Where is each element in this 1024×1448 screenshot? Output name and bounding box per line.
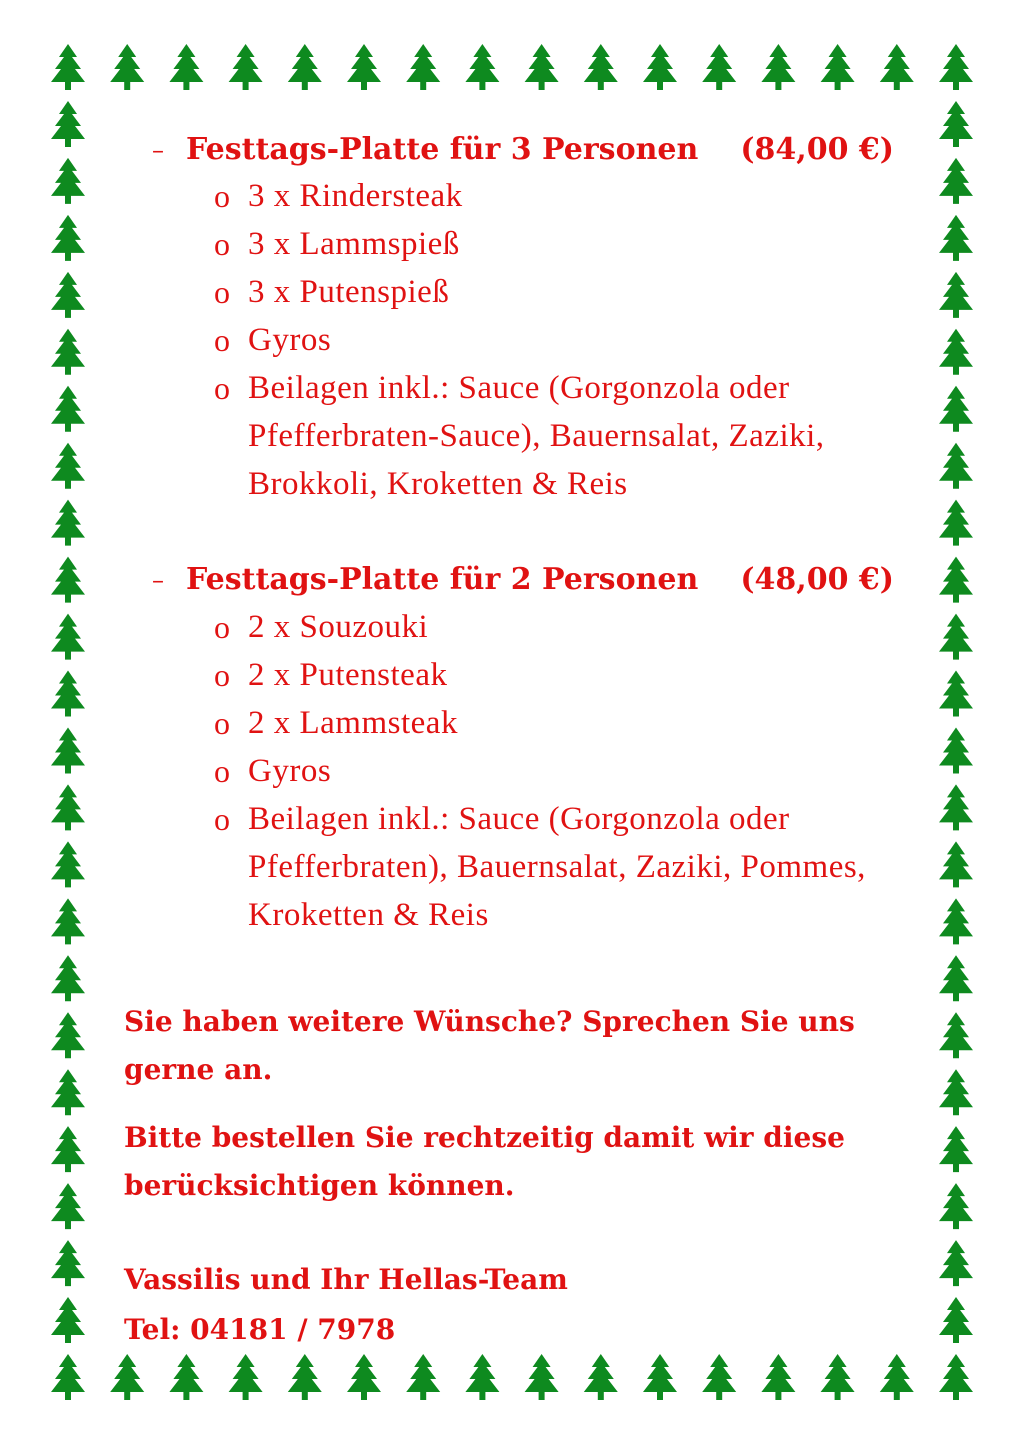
wishes-note: Sie haben weitere Wünsche? Sprechen Sie uns gerne an.: [124, 1005, 855, 1086]
section-price: (48,00 €): [740, 562, 894, 597]
list-item: o 3 x Rindersteak: [212, 172, 872, 220]
list-item: o Beilagen inkl.: Sauce (Gorgonzola oder Pfefferbraten-Sauce), Bauernsalat, Zaziki, Brokkoli, Kroketten & Reis: [212, 364, 872, 508]
list-item: o 2 x Lammsteak: [212, 699, 872, 747]
item-list-3-persons: [212, 172, 872, 508]
section-title: Festtags-Platte für 3 Personen: [186, 132, 699, 167]
phone-number: Tel: 04181 / 7978: [124, 1313, 396, 1346]
list-item: o Gyros: [212, 747, 872, 795]
dash-bullet: –: [152, 136, 164, 164]
dash-bullet: –: [152, 566, 164, 594]
order-note: Bitte bestellen Sie rechtzeitig damit wir diese berücksichtigen können.: [124, 1121, 845, 1202]
item-list-2-persons: [212, 603, 872, 939]
section-title: Festtags-Platte für 2 Personen: [186, 562, 699, 597]
list-item: o 2 x Putensteak: [212, 651, 872, 699]
list-item: o Gyros: [212, 316, 872, 364]
list-item: o 2 x Souzouki: [212, 603, 872, 651]
team-signature: Vassilis und Ihr Hellas-Team: [124, 1263, 568, 1296]
list-item: o 3 x Putenspieß: [212, 268, 872, 316]
list-item: o 3 x Lammspieß: [212, 220, 872, 268]
list-item: o Beilagen inkl.: Sauce (Gorgonzola oder Pfefferbraten), Bauernsalat, Zaziki, Pommes, Kroketten & Reis: [212, 795, 872, 939]
section-price: (84,00 €): [740, 132, 894, 167]
